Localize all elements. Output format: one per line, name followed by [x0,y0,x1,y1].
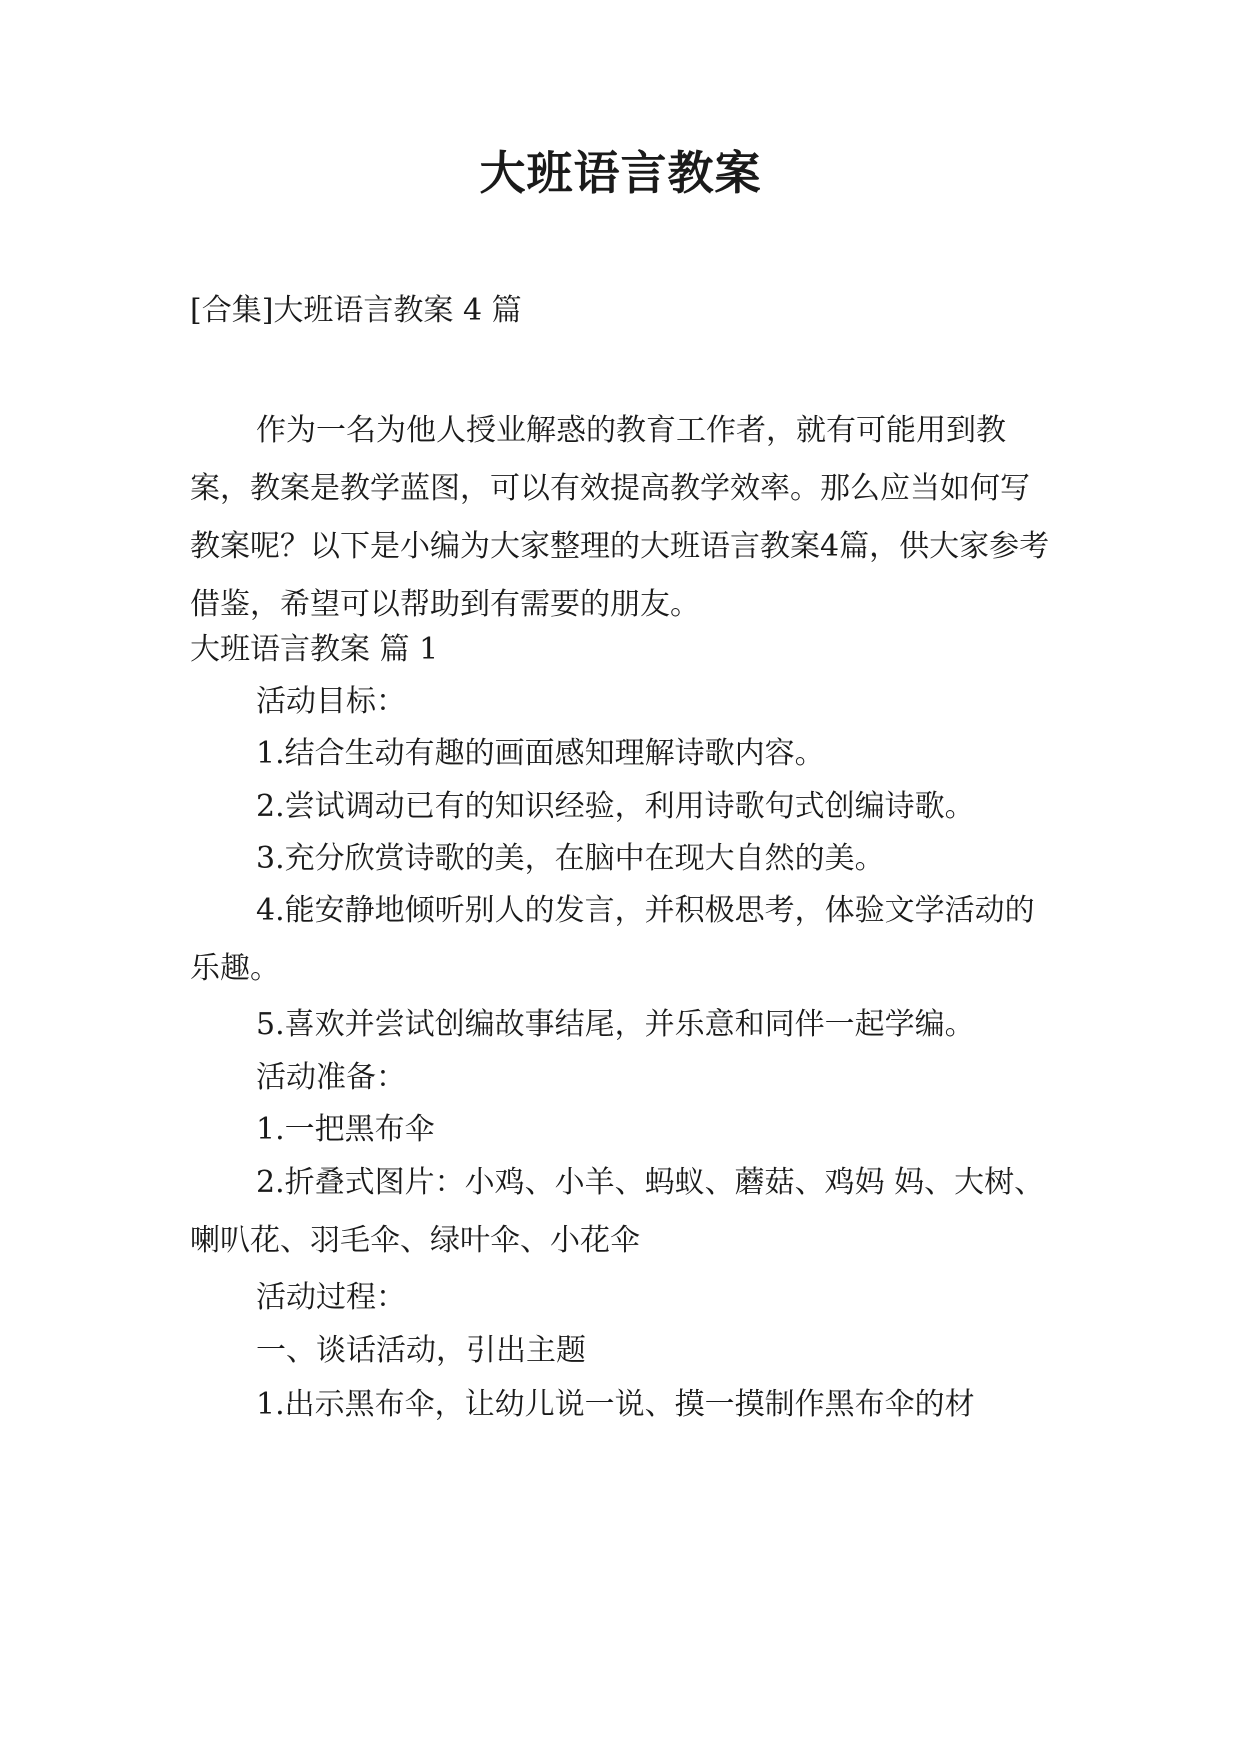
prep-item: 2.折叠式图片：小鸡、小羊、蚂蚁、蘑菇、鸡妈 妈、大树、喇叭花、羽毛伞、绿叶伞、小花伞 [190,1165,1045,1258]
process-item: 1.出示黑布伞，让幼儿说一说、摸一摸制作黑布伞的材 [256,1387,975,1422]
section-heading: 大班语言教案 篇 1 [190,632,439,667]
process-label: 活动过程： [256,1280,406,1315]
goal-item: 2.尝试调动已有的知识经验，利用诗歌句式创编诗歌。 [256,789,975,824]
goal-item: 1.结合生动有趣的画面感知理解诗歌内容。 [256,736,825,771]
goal-item: 5.喜欢并尝试创编故事结尾，并乐意和同伴一起学编。 [256,1007,975,1042]
goal-item: 4.能安静地倾听别人的发言，并积极思考，体验文学活动的乐趣。 [190,893,1035,986]
prep-item: 1.一把黑布伞 [256,1112,435,1147]
intro-paragraph: 作为一名为他人授业解惑的教育工作者，就有可能用到教案，教案是教学蓝图，可以有效提高教学效率。那么应当如何写教案呢？以下是小编为大家整理的大班语言教案4篇，供大家参考借鉴，希望可以帮助到有需要的朋友。 [190,413,1050,622]
process-step: 一、谈话活动，引出主题 [256,1333,586,1368]
document-subtitle: [合集]大班语言教案 4 篇 [190,293,522,328]
document-title: 大班语言教案 [479,146,762,200]
goals-label: 活动目标： [256,684,406,719]
goal-item: 3.充分欣赏诗歌的美，在脑中在现大自然的美。 [256,841,885,876]
prep-label: 活动准备： [256,1060,406,1095]
